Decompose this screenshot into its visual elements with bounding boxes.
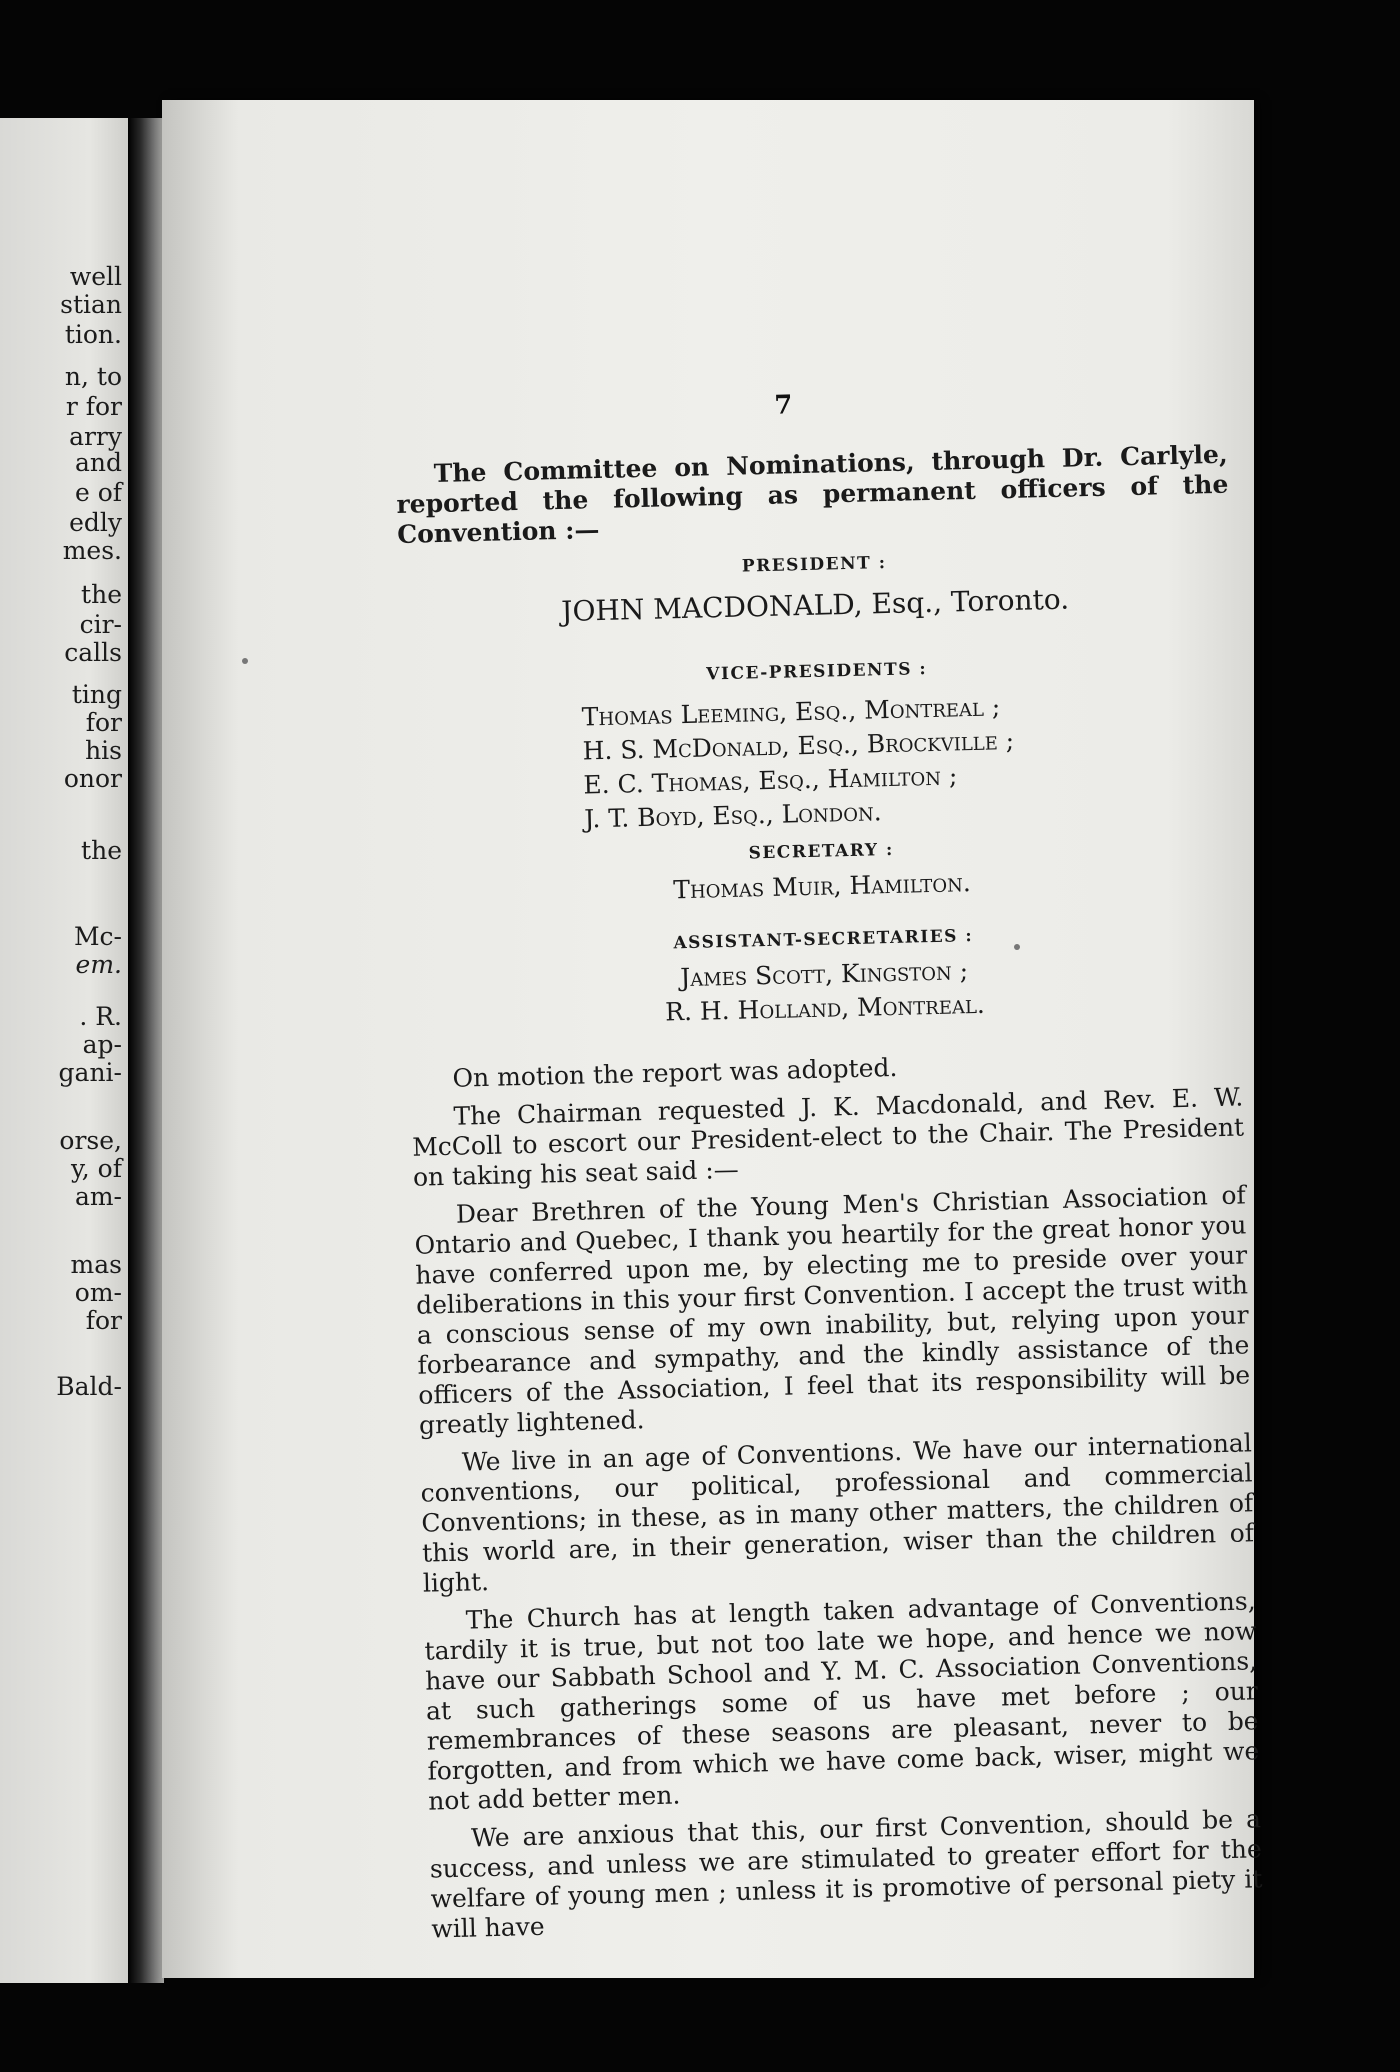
body-paragraph: On motion the report was adopted. bbox=[452, 1052, 898, 1093]
body-text bbox=[410, 1044, 1263, 1952]
body-paragraph: The Church has at length taken advantage of Conventions, tardily it is true, but not too late we hope, and hence we now have our Sabbath School and Y. M. C. Association Conventions, at such gatherings some of us have met before ; our remembrances of these seasons are pleasant, never to be forgotten, and from which we have come back, wiser, might we not add better men. bbox=[424, 1586, 1260, 1816]
right-page bbox=[162, 100, 1263, 1978]
president-name: JOHN MACDONALD, Esq., Toronto. bbox=[560, 582, 1070, 628]
left-page-text-fragment: n, to bbox=[64, 362, 122, 391]
left-page-text-fragment: Mc- bbox=[73, 922, 122, 951]
assistant-secretary-item: James Scott, Kingston ; bbox=[679, 956, 969, 993]
left-page-text-fragment: om- bbox=[74, 1278, 122, 1307]
page-number: 7 bbox=[773, 390, 793, 421]
secretary-heading: SECRETARY : bbox=[748, 839, 894, 864]
left-page-text-fragment: y, of bbox=[70, 1154, 122, 1183]
president-section bbox=[398, 545, 1231, 633]
vice-presidents-heading-block bbox=[401, 652, 1233, 692]
vice-president-item: E. C. Thomas, Esq., Hamilton ; bbox=[583, 761, 958, 800]
secretary-section bbox=[405, 832, 1238, 914]
left-page-fragment bbox=[0, 118, 128, 1983]
vice-president-item: H. S. McDonald, Esq., Brockville ; bbox=[582, 725, 1015, 766]
left-page-text-fragment: e of bbox=[74, 478, 122, 507]
left-page-text-fragment: am- bbox=[74, 1182, 122, 1211]
left-page-text-fragment: tion. bbox=[64, 320, 122, 349]
assistant-secretaries-section bbox=[407, 920, 1241, 1036]
speck bbox=[242, 658, 248, 664]
left-page-text-fragment: . R. bbox=[79, 1002, 122, 1031]
vice-president-item: J. T. Boyd, Esq., London. bbox=[583, 797, 882, 834]
left-page-text-fragment: Bald- bbox=[56, 1372, 122, 1401]
left-page-text-fragment: orse, bbox=[59, 1126, 122, 1155]
left-page-text-fragment: onor bbox=[63, 764, 122, 793]
vice-presidents-list bbox=[581, 687, 1144, 837]
secretary-name: Thomas Muir, Hamilton. bbox=[672, 868, 972, 905]
left-page-text-fragment: gani- bbox=[58, 1058, 122, 1087]
assistant-secretary-item: R. H. Holland, Montreal. bbox=[664, 989, 986, 1027]
left-page-text-fragment: edly bbox=[69, 508, 122, 537]
left-page-text-fragment: mes. bbox=[62, 536, 122, 565]
body-paragraph: The Chairman requested J. K. Macdonald, and Rev. E. W. McColl to escort our President-elect to the Chair. The President on taking his seat said :— bbox=[411, 1082, 1245, 1192]
president-heading: PRESIDENT : bbox=[741, 553, 887, 577]
left-page-text-fragment: the bbox=[81, 836, 122, 865]
left-page-text-fragment: the bbox=[81, 580, 122, 609]
left-page-text-fragment: and bbox=[74, 448, 122, 477]
intro-paragraph: The Committee on Nominations, through Dr. Carlyle, reported the following as permanent officers of the Convention :— bbox=[396, 439, 1229, 549]
assistant-secretaries-heading: ASSISTANT-SECRETARIES : bbox=[673, 926, 974, 954]
left-page-text-fragment: ap- bbox=[82, 1030, 122, 1059]
left-page-text-fragment: stian bbox=[60, 290, 122, 319]
left-page-text-fragment: arry bbox=[69, 422, 122, 451]
book-gutter bbox=[128, 118, 164, 1983]
page-content bbox=[394, 380, 1263, 1944]
body-paragraph: We live in an age of Conventions. We have our international conventions, our political, professional and commercial Conventions; in these, as in many other matters, the children of this world are, in their generation, wiser than the children of light. bbox=[420, 1428, 1255, 1598]
left-page-text-fragment: em. bbox=[75, 950, 122, 979]
left-page-text-fragment: r for bbox=[65, 392, 122, 421]
vice-presidents-heading: VICE-PRESIDENTS : bbox=[706, 659, 928, 685]
left-page-text-fragment: for bbox=[85, 708, 122, 737]
left-page-text-fragment: cir- bbox=[79, 610, 122, 639]
body-paragraph: We are anxious that this, our first Convention, should be a success, and unless we are stimulated to greater effort for the welfare of young men ; unless it is promotive of personal piety it will have bbox=[429, 1804, 1263, 1944]
left-page-text-fragment: calls bbox=[64, 638, 122, 667]
vice-president-item: Thomas Leeming, Esq., Montreal ; bbox=[581, 692, 1001, 732]
left-page-text-fragment: for bbox=[85, 1306, 122, 1335]
body-paragraph: Dear Brethren of the Young Men's Christian Association of Ontario and Quebec, I thank you heartily for the great honor you have conferred upon me, by electing me to preside over your deliberations in this your first Convention. I accept the trust with a conscious sense of my own inability, but, relying upon your forbearance and sympathy, and the kindly assistance of the officers of the Association, I feel that its responsibility will be greatly lightened. bbox=[414, 1180, 1251, 1440]
left-page-text-fragment: ting bbox=[71, 680, 122, 709]
left-page-text-fragment: mas bbox=[70, 1250, 122, 1279]
left-page-text-fragment: his bbox=[85, 736, 122, 765]
left-page-text-fragment: well bbox=[69, 262, 122, 291]
